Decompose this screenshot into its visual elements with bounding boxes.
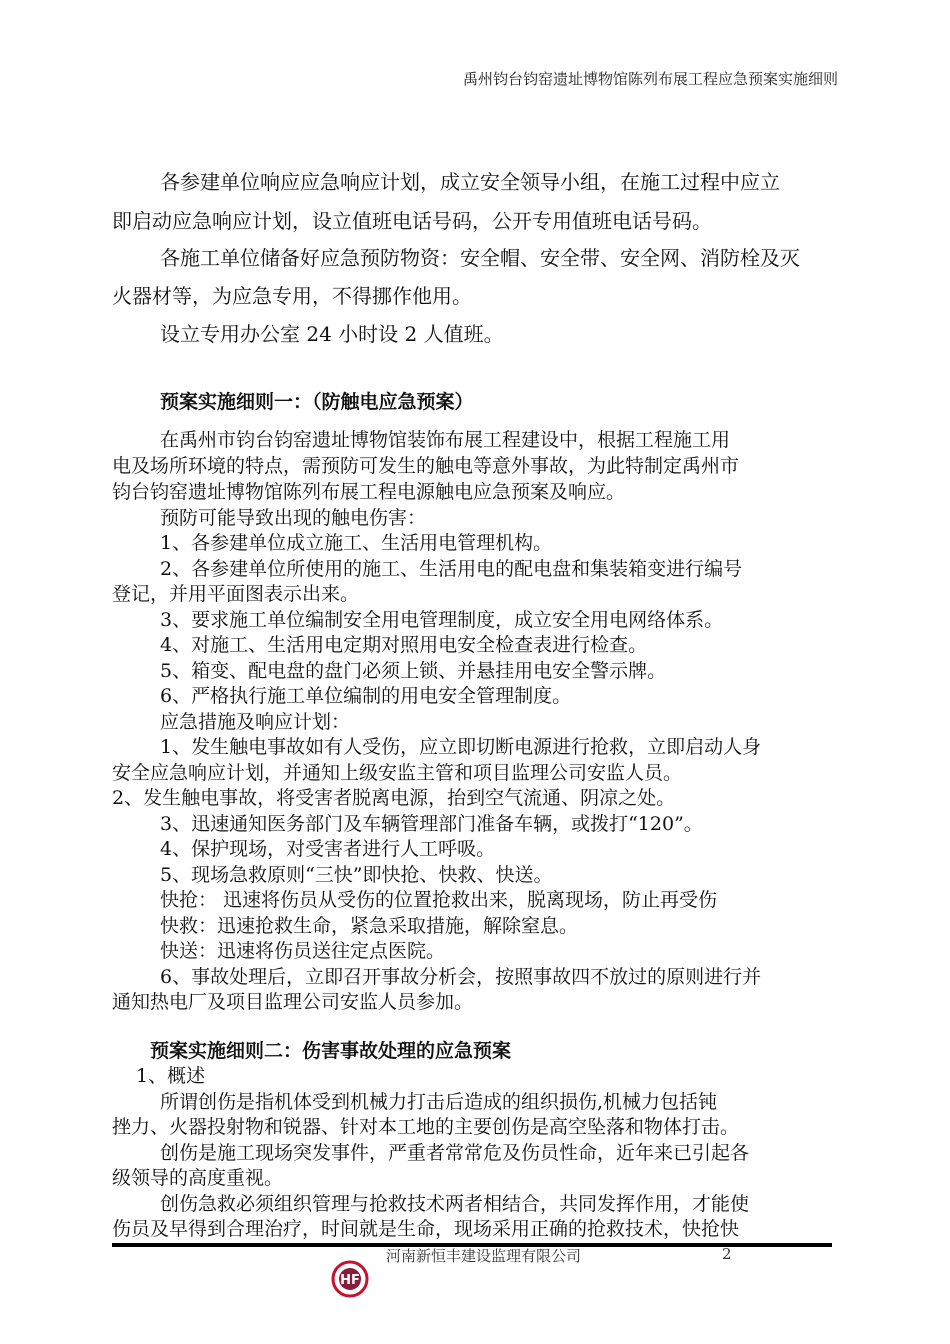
section1-line: 快救：迅速抢救生命，紧急采取措施，解除窒息。 [160,915,579,937]
section1-line: 应急措施及响应计划： [160,711,351,733]
section1-line: 5、现场急救原则“三快”即快抢、快救、快送。 [160,864,553,886]
section2-line: 1、概述 [136,1065,206,1087]
section2-line: 级领导的高度重视。 [112,1167,284,1189]
section1-line: 4、对施工、生活用电定期对照用电安全检查表进行检查。 [160,634,648,656]
footer-company: 河南新恒丰建设监理有限公司 [386,1247,582,1265]
intro-line: 即启动应急响应计划，设立值班电话号码，公开专用值班电话号码。 [112,209,712,233]
section1-line: 1、发生触电事故如有人受伤，应立即切断电源进行抢救，立即启动人身 [160,736,762,758]
section1-line: 快送：迅速将伤员送往定点医院。 [160,940,446,962]
page-number: 2 [722,1245,732,1263]
section1-line: 6、严格执行施工单位编制的用电安全管理制度。 [160,685,572,707]
section2-line: 创伤急救必须组织管理与抢救技术两者相结合，共同发挥作用，才能使 [160,1193,750,1215]
section1-line: 1、各参建单位成立施工、生活用电管理机构。 [160,532,553,554]
section1-line: 3、迅速通知医务部门及车辆管理部门准备车辆，或拨打“120”。 [160,813,703,835]
section1-line: 在禹州市钧台钧窑遗址博物馆装饰布展工程建设中，根据工程施工用 [160,429,731,451]
intro-line: 各施工单位储备好应急预防物资：安全帽、安全带、安全网、消防栓及灭 [160,246,800,270]
intro-line: 火器材等，为应急专用，不得挪作他用。 [112,284,472,308]
section1-line: 6、事故处理后，立即召开事故分析会，按照事故四不放过的原则进行并 [160,966,762,988]
running-header: 禹州钧台钧窑遗址博物馆陈列布展工程应急预案实施细则 [462,70,838,88]
section1-line: 钧台钧窑遗址博物馆陈列布展工程电源触电应急预案及响应。 [112,481,626,503]
section1-line: 3、要求施工单位编制安全用电管理制度，成立安全用电网络体系。 [160,609,724,631]
section1-line: 2、各参建单位所使用的施工、生活用电的配电盘和集装箱变进行编号 [160,558,743,580]
section2-line: 伤员及早得到合理治疗，时间就是生命，现场采用正确的抢救技术，快抢快 [112,1218,740,1240]
section2-line: 所谓创伤是指机体受到机械力打击后造成的组织损伤,机械力包括钝 [160,1091,718,1113]
section1-heading: 预案实施细则一：（防触电应急预案） [160,391,474,413]
section1-line: 预防可能导致出现的触电伤害： [160,507,427,529]
section1-line: 快抢： 迅速将伤员从受伤的位置抢救出来，脱离现场，防止再受伤 [160,889,718,911]
section2-line: 创伤是施工现场突发事件，严重者常常危及伤员性命，近年来已引起各 [160,1142,750,1164]
logo-mark: HF [340,1273,360,1288]
section1-line: 4、保护现场，对受害者进行人工呼吸。 [160,838,496,860]
section2-heading: 预案实施细则二：伤害事故处理的应急预案 [150,1040,512,1062]
section1-line: 登记，并用平面图表示出来。 [112,583,360,605]
section1-line: 电及场所环境的特点，需预防可发生的触电等意外事故，为此特制定禹州市 [112,455,740,477]
section2-line: 挫力、火器投射物和锐器、针对本工地的主要创伤是高空坠落和物体打击。 [112,1116,740,1138]
section1-line: 通知热电厂及项目监理公司安监人员参加。 [112,991,474,1013]
intro-line: 设立专用办公室 24 小时设 2 人值班。 [160,322,504,346]
section1-line: 2、发生触电事故，将受害者脱离电源，抬到空气流通、阴凉之处。 [112,787,676,809]
intro-line: 各参建单位响应应急响应计划，成立安全领导小组，在施工过程中应立 [160,170,780,194]
section1-line: 安全应急响应计划，并通知上级安监主管和项目监理公司安监人员。 [112,762,683,784]
company-logo-icon [330,1259,370,1299]
section1-line: 5、箱变、配电盘的盘门必须上锁、并悬挂用电安全警示牌。 [160,660,667,682]
